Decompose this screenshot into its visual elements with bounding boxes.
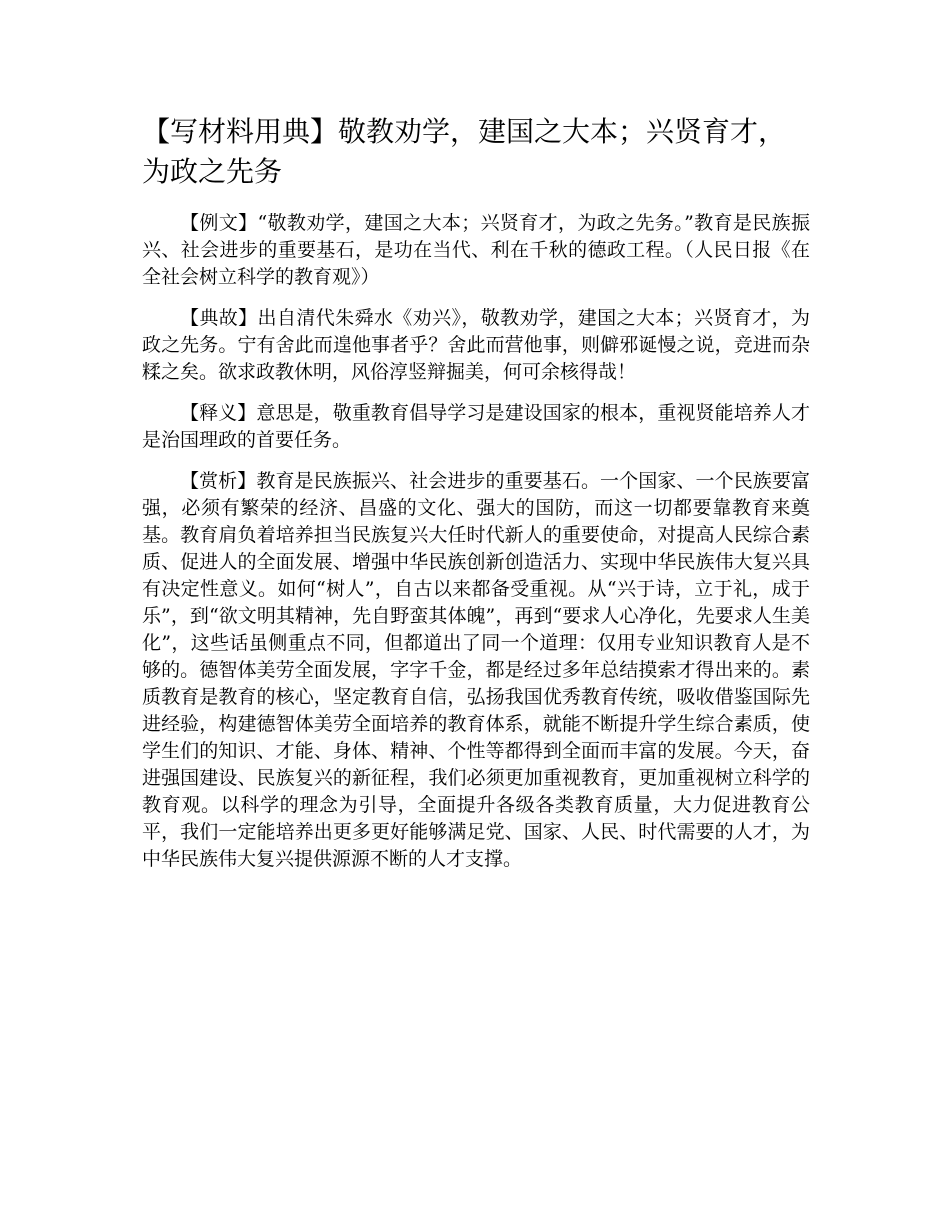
document-title: 【写材料用典】敬教劝学，建国之大本；兴贤育才，为政之先务: [142, 115, 787, 188]
document-page: [142, 112, 810, 887]
paragraph-appreciation: 【赏析】教育是民族振兴、社会进步的重要基石。一个国家、一个民族要富强，必须有繁荣的经济、昌盛的文化、强大的国防，而这一切都要靠教育来奠基。教育肩负着培养担当民族复兴大任时代新人的重要使命，对提高人民综合素质、促进人的全面发展、增强中华民族创新创造活力、实现中华民族伟大复兴具有决定性意义。如何“树人”，自古以来都备受重视。从“兴于诗，立于礼，成于乐”，到“欲文明其精神，先自野蛮其体魄”，再到“要求人心净化，先要求人生美化”，这些话虽侧重点不同，但都道出了同一个道理：仅用专业知识教育人是不够的。德智体美劳全面发展，字字千金，都是经过多年总结摸索才得出来的。素质教育是教育的核心，坚定教育自信，弘扬我国优秀教育传统，吸收借鉴国际先进经验，构建德智体美劳全面培养的教育体系，就能不断提升学生综合素质，使学生们的知识、才能、身体、精神、个性等都得到全面而丰富的发展。今天，奋进强国建设、民族复兴的新征程，我们必须更加重视教育，更加重视树立科学的教育观。以科学的理念为引导，全面提升各级各类教育质量，大力促进教育公平，我们一定能培养出更多更好能够满足党、国家、人民、时代需要的人才，为中华民族伟大复兴提供源源不断的人才支撑。: [142, 470, 810, 870]
paragraph-allusion: 【典故】出自清代朱舜水《劝兴》，敬教劝学，建国之大本；兴贤育才，为政之先务。宁有舍此而遑他事者乎？舍此而营他事，则僻邪诞慢之说，竞进而杂糅之矣。欲求政教休明，风俗淳竖辩掘美，何可余核得哉！: [142, 307, 810, 383]
paragraph-meaning: 【释义】意思是，敬重教育倡导学习是建设国家的根本，重视贤能培养人才是治国理政的首要任务。: [142, 402, 810, 451]
paragraph-example: 【例文】“敬教劝学，建国之大本；兴贤育才，为政之先务。”教育是民族振兴、社会进步的重要基石，是功在当代、利在千秋的德政工程。（人民日报《在全社会树立科学的教育观》）: [142, 212, 810, 288]
